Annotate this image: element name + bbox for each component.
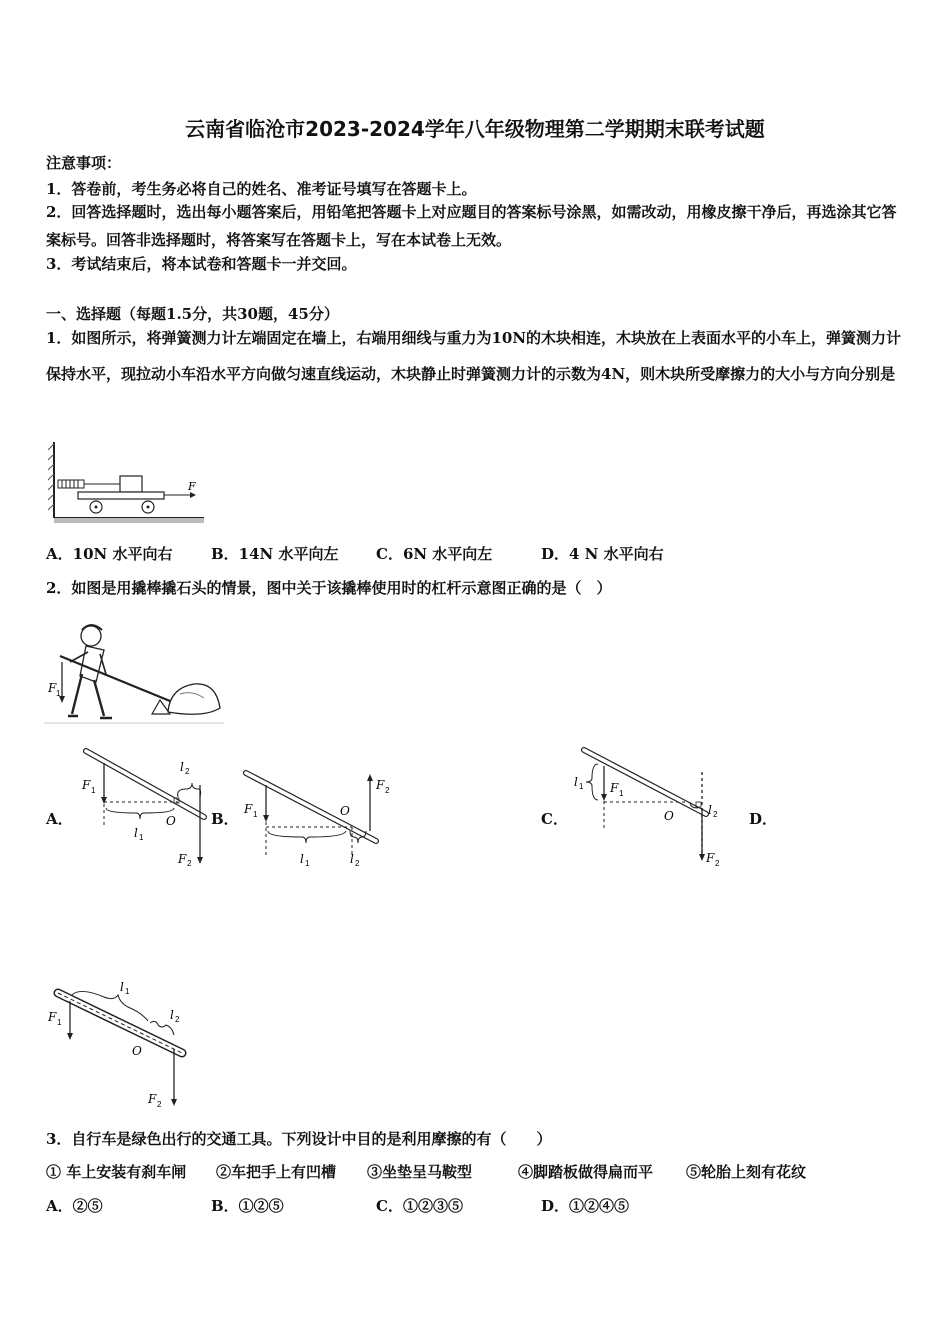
notice-item-2: 2．回答选择题时，选出每小题答案后，用铅笔把答题卡上对应题目的答案标号涂黑，如需改动，用橡皮擦干净后，再选涂其它答案标号。回答非选择题时，将答案写在答题卡上，写在本试卷上无效。 (46, 203, 897, 249)
q1-option-c: C．6N 水平向左 (376, 545, 493, 563)
svg-text:O: O (166, 814, 176, 828)
svg-text:1: 1 (125, 987, 130, 996)
page-title: 云南省临沧市2023-2024学年八年级物理第二学期期末联考试题 (185, 117, 765, 141)
svg-text:l: l (134, 826, 138, 840)
svg-text:l: l (180, 760, 184, 774)
svg-text:2: 2 (713, 810, 718, 819)
q2-option-d-figure (44, 975, 204, 1115)
svg-text:F: F (610, 781, 619, 795)
svg-text:F: F (148, 1092, 157, 1106)
svg-text:l: l (300, 852, 304, 866)
svg-text:2: 2 (157, 1100, 162, 1109)
svg-text:O: O (340, 804, 350, 818)
svg-text:F: F (244, 802, 253, 816)
question-1-figure (48, 440, 208, 524)
notice-item-1: 1．答卷前，考生务必将自己的姓名、准考证号填写在答题卡上。 (46, 180, 477, 198)
svg-text:F: F (376, 778, 385, 792)
svg-text:O: O (664, 809, 674, 823)
svg-text:1: 1 (56, 689, 61, 698)
q3-item-1: ① 车上安装有刹车闸 (46, 1163, 187, 1181)
svg-text:1: 1 (139, 833, 144, 842)
svg-text:l: l (708, 803, 712, 817)
q2-option-b-figure (236, 765, 406, 875)
q1-option-a: A．10N 水平向右 (46, 545, 173, 563)
q3-item-3: ③坐垫呈马鞍型 (367, 1163, 473, 1181)
q2-option-c-letter: C． (541, 810, 568, 828)
svg-text:2: 2 (385, 786, 390, 795)
svg-text:1: 1 (91, 786, 96, 795)
svg-text:F: F (178, 852, 187, 866)
svg-text:2: 2 (355, 859, 360, 868)
force-label: F (188, 480, 196, 493)
svg-text:1: 1 (57, 1018, 62, 1027)
notice-item-3: 3．考试结束后，将本试卷和答题卡一并交回。 (46, 255, 357, 273)
svg-text:2: 2 (715, 859, 720, 868)
svg-text:1: 1 (253, 810, 258, 819)
q2-option-d-letter: D． (749, 810, 778, 828)
svg-text:F: F (706, 851, 715, 865)
q3-option-d: D．①②④⑤ (541, 1197, 630, 1215)
q2-scene-figure (44, 618, 224, 728)
q2-option-a-figure (74, 745, 214, 875)
svg-text:l: l (350, 852, 354, 866)
svg-text:2: 2 (187, 859, 192, 868)
notice-heading: 注意事项： (46, 154, 122, 172)
svg-text:F: F (82, 778, 91, 792)
section-heading: 一、选择题（每题1.5分，共30题，45分） (46, 305, 339, 323)
svg-text:2: 2 (175, 1015, 180, 1024)
svg-text:l: l (574, 775, 578, 789)
q3-item-4: ④脚踏板做得扁而平 (518, 1163, 654, 1181)
svg-text:l: l (120, 980, 124, 994)
svg-text:1: 1 (619, 789, 624, 798)
question-3-stem: 3．自行车是绿色出行的交通工具。下列设计中目的是利用摩擦的有（ ） (46, 1130, 552, 1148)
svg-text:1: 1 (305, 859, 310, 868)
q3-option-c: C．①②③⑤ (376, 1197, 463, 1215)
svg-text:O: O (132, 1044, 142, 1058)
svg-text:F: F (48, 1010, 57, 1024)
question-2-stem: 2．如图是用撬棒撬石头的情景，图中关于该撬棒使用时的杠杆示意图正确的是（ ） (46, 579, 612, 597)
svg-text:2: 2 (185, 767, 190, 776)
q3-item-5: ⑤轮胎上刻有花纹 (686, 1163, 807, 1181)
q2-option-a-letter: A． (46, 810, 73, 828)
svg-text:1: 1 (579, 782, 584, 791)
q3-option-b: B．①②⑤ (211, 1197, 284, 1215)
scene-f1-label: F (48, 681, 57, 695)
question-1-stem: 1．如图所示，将弹簧测力计左端固定在墙上，右端用细线与重力为10N的木块相连，木块放在上表面水平的小车上，弹簧测力计保持水平，现拉动小车沿水平方向做匀速直线运动，木块静止时弹簧测力计的示数为4N，则木块所受摩擦力的大小与方向分别是 (46, 329, 902, 383)
q3-option-a: A．②⑤ (46, 1197, 103, 1215)
q1-option-b: B．14N 水平向左 (211, 545, 339, 563)
q2-option-c-figure (568, 742, 738, 872)
q1-option-d: D．4 N 水平向右 (541, 545, 664, 563)
q3-item-2: ②车把手上有凹槽 (216, 1163, 337, 1181)
q2-option-b-letter: B． (211, 810, 239, 828)
svg-text:l: l (170, 1008, 174, 1022)
